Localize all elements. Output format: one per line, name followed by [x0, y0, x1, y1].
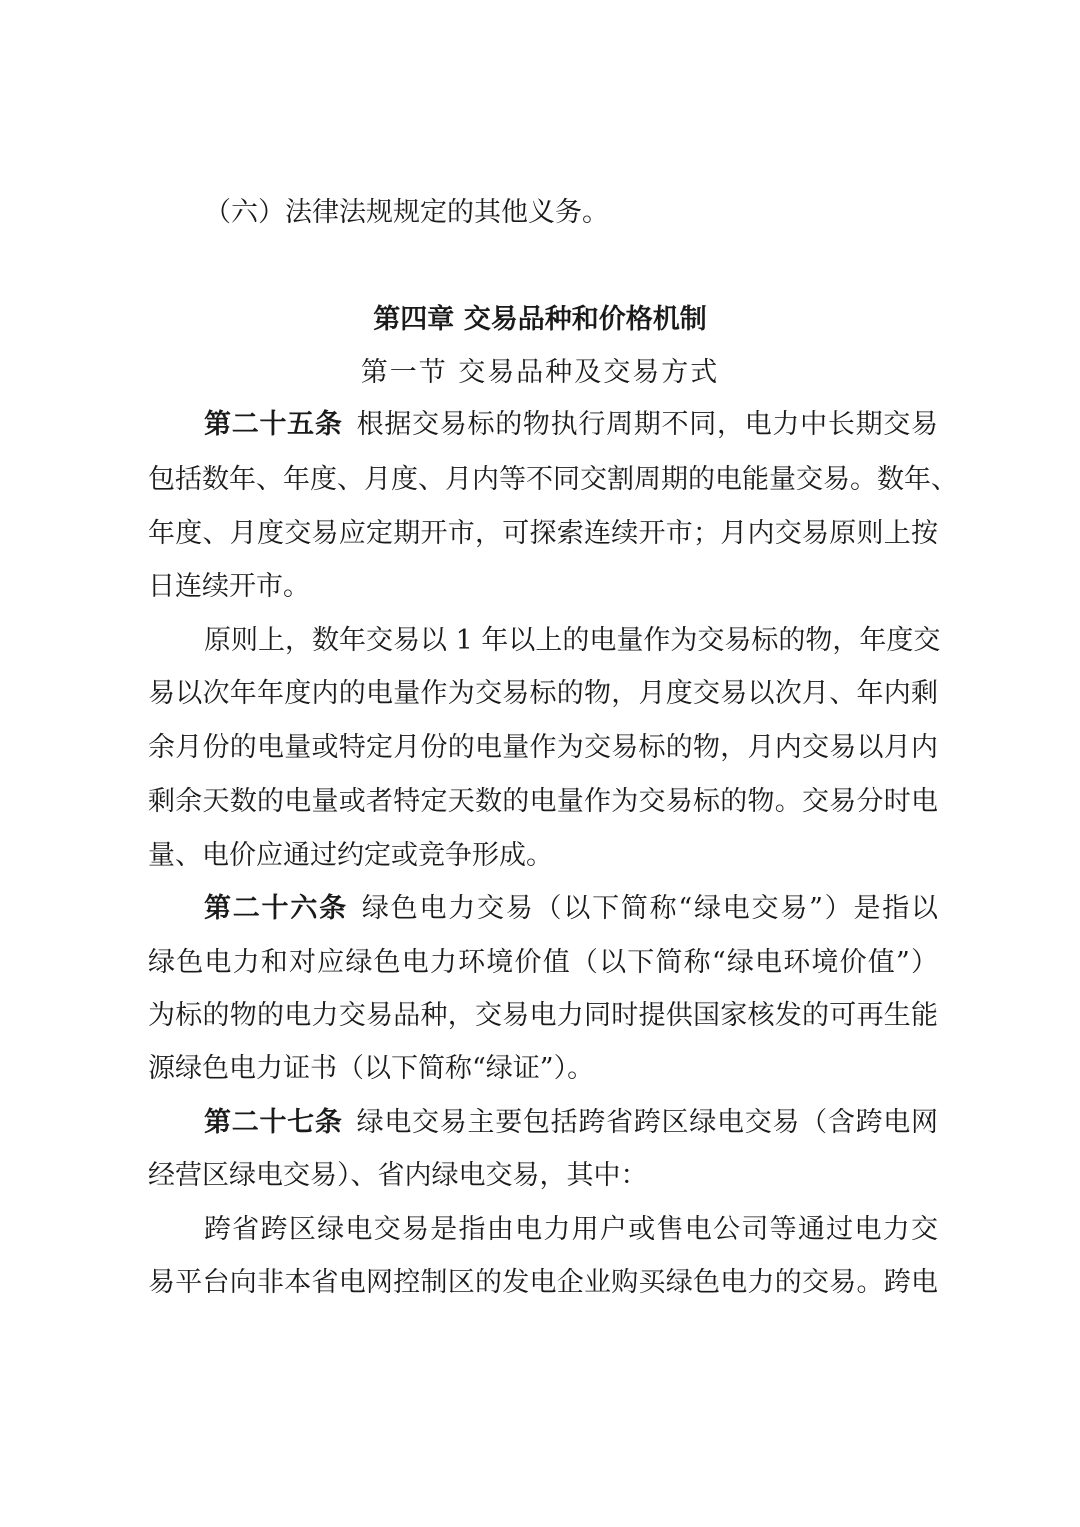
article-27-line-2: 经营区绿电交易）、省内绿电交易，其中： — [148, 1160, 648, 1191]
article-25-line-1 — [204, 408, 938, 442]
article-26-text-1: 绿色电力交易（以下简称“绿电交易”）是指以 — [361, 893, 939, 924]
principle-line-4: 剩余天数的电量或者特定天数的电量作为交易标的物。交易分时电 — [148, 786, 938, 817]
cross-province-line-2: 易平台向非本省电网控制区的发电企业购买绿色电力的交易。跨电 — [148, 1267, 938, 1298]
article-27-text-1: 绿电交易主要包括跨省跨区绿电交易（含跨电网 — [356, 1107, 939, 1138]
chapter-title: 第四章 交易品种和价格机制 — [373, 304, 707, 335]
article-26-line-3: 为标的物的电力交易品种，交易电力同时提供国家核发的可再生能 — [148, 1000, 938, 1031]
article-26-line-4: 源绿色电力证书（以下简称“绿证”）。 — [148, 1053, 595, 1084]
principle-line-2: 易以次年年度内的电量作为交易标的物，月度交易以次月、年内剩 — [148, 678, 938, 709]
article-25-line-4: 日连续开市。 — [148, 571, 310, 602]
article-26-line-1 — [204, 892, 938, 926]
section-title: 第一节 交易品种及交易方式 — [360, 357, 720, 388]
principle-line-1: 原则上，数年交易以 1 年以上的电量作为交易标的物，年度交 — [204, 625, 941, 656]
article-25-label: 第二十五条 — [204, 409, 343, 440]
article-25-text-1: 根据交易标的物执行周期不同，电力中长期交易 — [356, 409, 939, 440]
article-25-line-2: 包括数年、年度、月度、月内等不同交割周期的电能量交易。数年、 — [148, 464, 958, 495]
cross-province-line-1: 跨省跨区绿电交易是指由电力用户或售电公司等通过电力交 — [204, 1214, 938, 1245]
article-27-line-1 — [204, 1106, 938, 1140]
article-26-label: 第二十六条 — [204, 893, 348, 924]
article-27-label: 第二十七条 — [204, 1107, 343, 1138]
item-six-line: （六）法律法规规定的其他义务。 — [204, 197, 609, 228]
principle-line-3: 余月份的电量或特定月份的电量作为交易标的物，月内交易以月内 — [148, 732, 938, 763]
article-25-line-3: 年度、月度交易应定期开市，可探索连续开市；月内交易原则上按 — [148, 518, 938, 549]
article-26-line-2: 绿色电力和对应绿色电力环境价值（以下简称“绿电环境价值”） — [148, 947, 938, 978]
principle-line-5: 量、电价应通过约定或竞争形成。 — [148, 840, 553, 871]
